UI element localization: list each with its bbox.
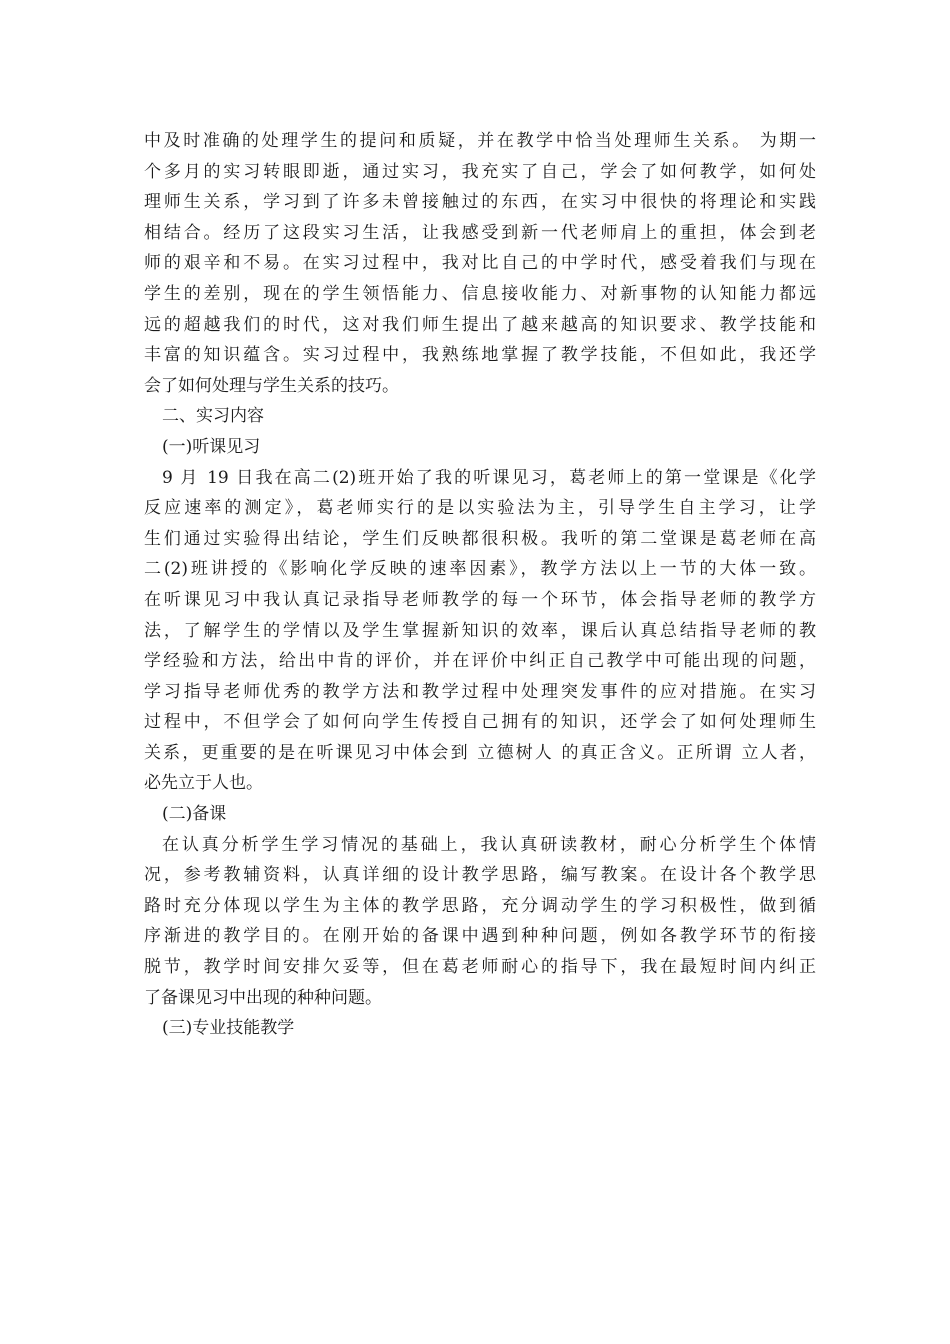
text-line: 关系，更重要的是在听课见习中体会到 立德树人 的真正含义。正所谓 立人者， [144, 742, 816, 763]
text-line: 中及时准确的处理学生的提问和质疑，并在教学中恰当处理师生关系。 为期一 [144, 131, 816, 151]
text-line: 远的超越我们的时代，这对我们师生提出了越来越高的知识要求、教学技能和 [144, 314, 816, 335]
text-line: (一)听课见习 [162, 436, 261, 457]
text-line: 二、实习内容 [162, 406, 264, 427]
text-line: 相结合。经历了这段实习生活，让我感受到新一代老师肩上的重担，体会到老 [144, 222, 816, 243]
text-line: 在听课见习中我认真记录指导老师教学的每一个环节，体会指导老师的教学方 [144, 589, 816, 610]
document-page [144, 126, 816, 1044]
text-line: 个多月的实习转眼即逝，通过实习，我充实了自己，学会了如何教学，如何处 [144, 161, 816, 182]
text-line: 必先立于人也。 [144, 773, 263, 794]
text-line: 学经验和方法，给出中肯的评价，并在评价中纠正自己教学中可能出现的问题， [144, 651, 816, 672]
text-line: 理师生关系，学习到了许多未曾接触过的东西，在实习中很快的将理论和实践 [144, 192, 816, 213]
text-line: 法，了解学生的学情以及学生掌握新知识的效率，课后认真总结指导老师的教 [144, 620, 816, 641]
text-line: 况，参考教辅资料，认真详细的设计教学思路，编写教案。在设计各个教学思 [144, 865, 816, 886]
text-line: 脱节，教学时间安排欠妥等，但在葛老师耐心的指导下，我在最短时间内纠正 [144, 957, 816, 978]
text-line: (二)备课 [162, 804, 227, 825]
text-line: 过程中，不但学会了如何向学生传授自己拥有的知识，还学会了如何处理师生 [144, 712, 816, 733]
text-line: 9 月 19 日我在高二(2)班开始了我的听课见习，葛老师上的第一堂课是《化学 [162, 467, 816, 488]
text-line: 师的艰辛和不易。在实习过程中，我对比自己的中学时代，感受着我们与现在 [144, 253, 816, 274]
text-line: 路时充分体现以学生为主体的教学思路，充分调动学生的学习积极性，做到循 [144, 895, 816, 916]
text-line: 学生的差别，现在的学生领悟能力、信息接收能力、对新事物的认知能力都远 [144, 283, 816, 304]
text-line: 反应速率的测定》，葛老师实行的是以实验法为主，引导学生自主学习，让学 [144, 498, 816, 519]
text-line: (三)专业技能教学 [162, 1018, 295, 1039]
text-line: 二(2)班讲授的《影响化学反映的速率因素》，教学方法以上一节的大体一致。 [144, 559, 816, 580]
text-line: 丰富的知识蕴含。实习过程中，我熟练地掌握了教学技能，不但如此，我还学 [144, 345, 816, 366]
text-line: 学习指导老师优秀的教学方法和教学过程中处理突发事件的应对措施。在实习 [144, 681, 816, 702]
text-line: 了备课见习中出现的种种问题。 [144, 987, 382, 1008]
text-line: 在认真分析学生学习情况的基础上，我认真研读教材，耐心分析学生个体情 [162, 834, 816, 855]
text-line: 生们通过实验得出结论，学生们反映都很积极。我听的第二堂课是葛老师在高 [144, 528, 816, 549]
text-line: 序渐进的教学目的。在刚开始的备课中遇到种种问题，例如各教学环节的衔接 [144, 926, 816, 947]
text-line: 会了如何处理与学生关系的技巧。 [144, 375, 399, 396]
